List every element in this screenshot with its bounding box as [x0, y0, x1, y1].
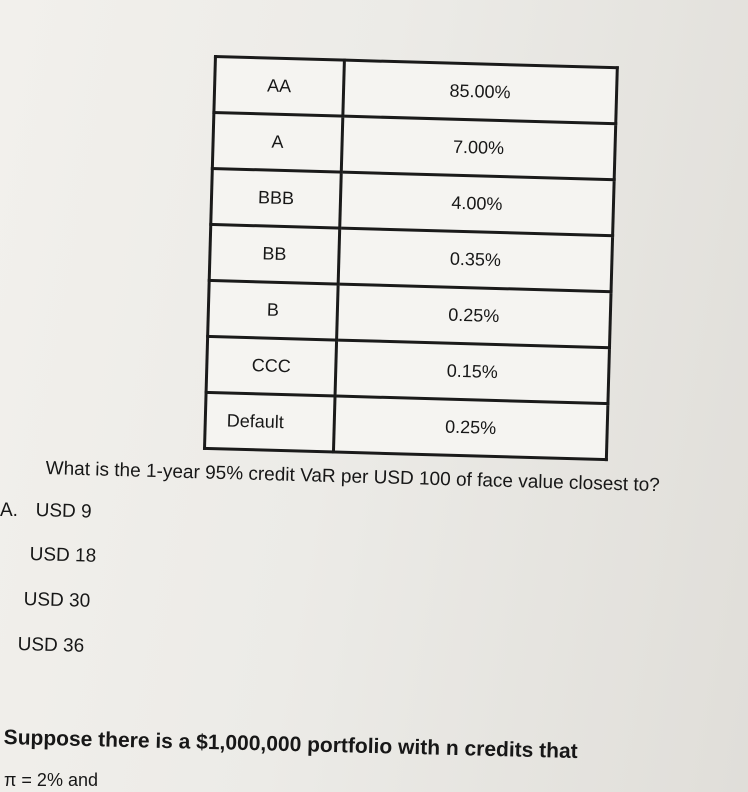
answer-option-a: USD 9 — [35, 500, 92, 523]
probability-cell: 0.25% — [337, 284, 611, 348]
question-text: What is the 1-year 95% credit VaR per USD 100 of face value closest to? — [45, 458, 661, 497]
rating-cell: BB — [209, 224, 340, 284]
answer-option-b: USD 18 — [29, 544, 97, 567]
probability-cell: 4.00% — [340, 172, 614, 236]
option-marker: А. — [0, 500, 18, 521]
probability-cell: 0.15% — [335, 340, 609, 404]
next-question-line2: π = 2% and — [4, 770, 98, 790]
rating-cell: A — [212, 113, 343, 173]
rating-cell: B — [208, 280, 339, 340]
rating-cell: Default — [205, 392, 336, 452]
probability-cell: 0.35% — [338, 228, 612, 292]
answer-option-c: USD 30 — [23, 589, 91, 612]
next-question-text: Suppose there is a $1,000,000 portfolio with n credits that — [3, 726, 578, 764]
probability-cell: 0.25% — [333, 396, 607, 460]
answer-option-d: USD 36 — [17, 634, 85, 657]
rating-cell: AA — [214, 57, 345, 117]
probability-cell: 7.00% — [341, 116, 615, 180]
table-row — [205, 392, 608, 459]
probability-cell: 85.00% — [343, 60, 617, 124]
rating-table — [203, 55, 619, 461]
rating-cell: BBB — [211, 168, 342, 228]
rating-cell: CCC — [206, 336, 337, 396]
